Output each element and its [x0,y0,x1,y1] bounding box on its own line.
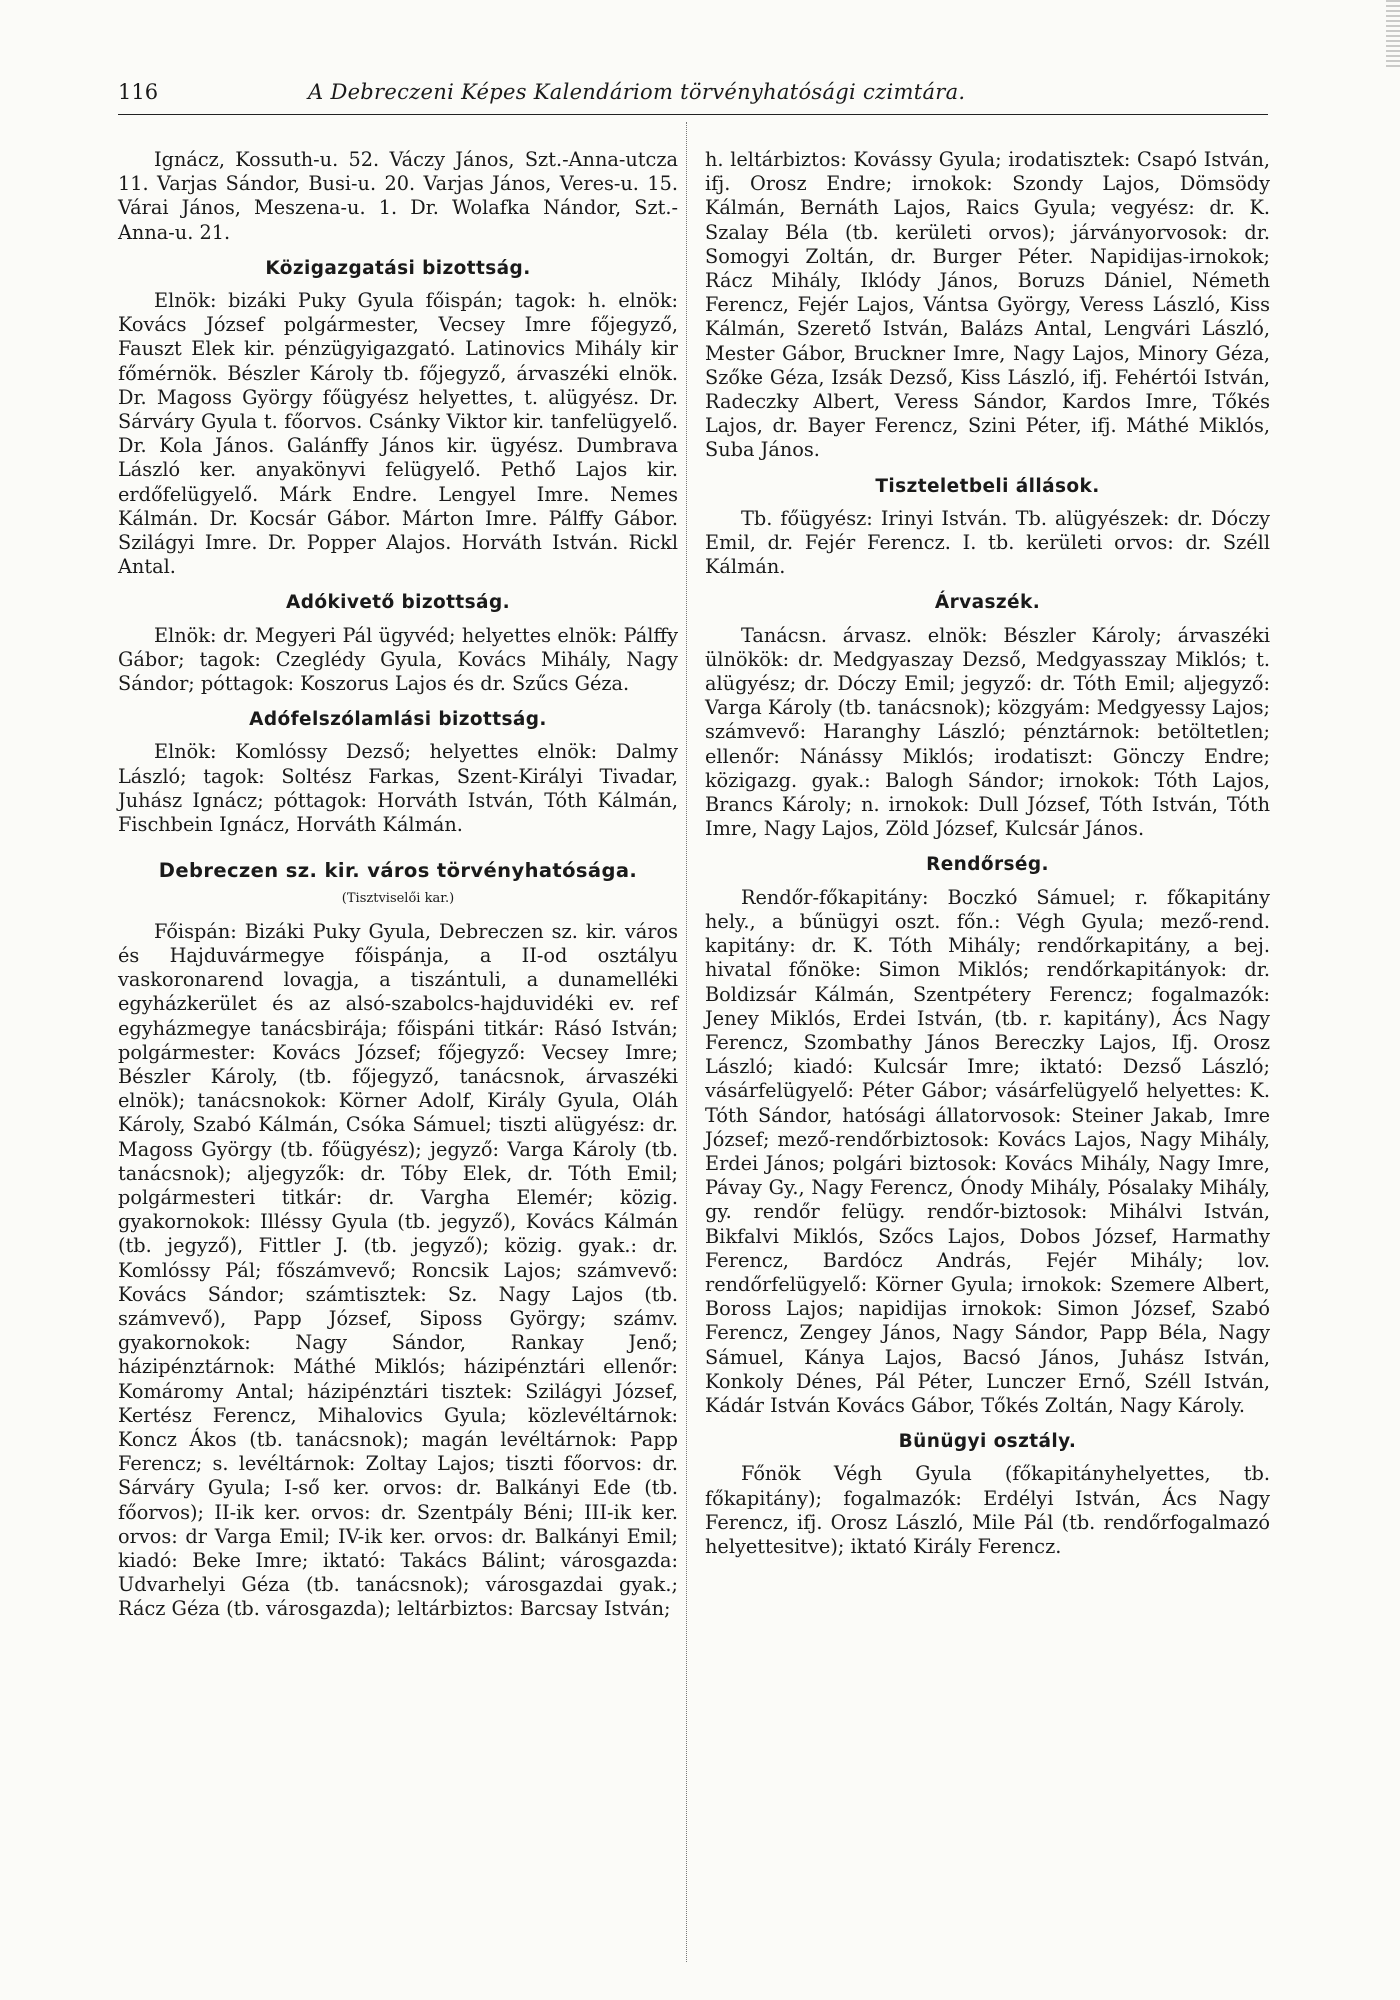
section-title-rendorseg: Rendőrség. [926,854,1049,876]
section-text-bunugyi: Főnök Végh Gyula (főkapitányhelyettes, tb. főkapitány); fogalmazók: Erdélyi István, Ács Nagy Ferencz, ifj. Orosz László, Mile Pál (tb. rendőrfogalmazó helyettesitve); iktató Király Ferencz. [705,1462,1270,1558]
section-title-kozigazgatasi: Közigazgatási bizottság. [265,257,531,279]
section-title-adokiveto: Adókivető bizottság. [285,592,511,614]
section-title-bunugyi: Bünügyi osztály. [898,1431,1077,1453]
section-text-tiszteletbeli: Tb. főügyész: Irinyi István. Tb. alügyészek: dr. Dóczy Emil, dr. Fejér Ferencz. I. tb. kerületi orvos: dr. Széll Kálmán. [705,506,1270,579]
page-edge-marks [1386,0,1400,70]
running-title: A Debreczeni Képes Kalendáriom törvényhatósági czimtára. [308,80,966,104]
page-number: 116 [118,80,159,104]
right-intro-paragraph: h. leltárbiztos: Kovássy Gyula; irodatisztek: Csapó István, ifj. Orosz Endre; irnokok: Szondy Lajos, Dömsödy Kálmán, Bernáth Lajos, Raics Gyula; vegyész: dr. K. Szalay Béla (tb. kerületi orvos); járványorvosok: dr. Somogyi Zoltán, dr. Burger Péter. Napidijas-irnokok; Rácz Mihály, Iklódy János, Boruzs Dániel, Németh Ferencz, Fejér Lajos, Vántsa György, Veress László, Kiss Kálmán, Szerető István, Balázs Antal, Lengvári László, Mester Gábor, Bruckner Imre, Nagy Lajos, Minory Géza, Szőke Géza, Izsák Dezső, Kiss László, ifj. Fehértói István, Radeczky Albert, Veress Sándor, Kardos Imre, Tőkés Lajos, dr. Bayer Ferencz, Szini Péter, ifj. Máthé Miklós, Suba János. [705,148,1270,462]
section-text-arvaszek: Tanácsn. árvasz. elnök: Bészler Károly; árvaszéki ülnökök: dr. Medgyaszay Dezső, Medgyasszay Miklós; t. alügyész; dr. Dóczy Emil; jegyző: dr. Tóth Emil; aljegyző: Varga Károly (tb. tanácsnok); közgyám: Medgyessy Lajos; számvevő: Haranghy László; pénztárnok: betöltetlen; ellenőr: Nánássy Miklós; irodatiszt: Gönczy Endre; közigazg. gyak.: Balogh Sándor; irnokok: Tóth Lajos, Brancs Károly; n. irnokok: Dull József, Tóth István, Tóth Imre, Nagy Lajos, Zöld József, Kulcsár János. [705,623,1270,841]
section-subtitle-tisztviseloi-kar: (Tisztviselői kar.) [341,891,455,907]
left-intro-paragraph: Ignácz, Kossuth-u. 52. Váczy János, Szt.-Anna-utcza 11. Varjas Sándor, Busi-u. 20. Varjas János, Veres-u. 15. Várai János, Meszena-u. 1. Dr. Wolafka Nándor, Szt.-Anna-u. 21. [118,148,678,244]
section-text-rendorseg: Rendőr-főkapitány: Boczkó Sámuel; r. főkapitány hely., a bűnügyi oszt. főn.: Végh Gyula; mező-rend. kapitány: dr. K. Tóth Mihály; rendőrkapitány, a bej. hivatal főnöke: Simon Miklós; rendőrkapitányok: dr. Boldizsár Kálmán, Szentpétery Ferencz; fogalmazók: Jeney Miklós, Erdei István, (tb. r. kapitány), Ács Nagy Ferencz, Szombathy János Bereczky Lajos, Ifj. Orosz László; kiadó: Kulcsár Imre; iktató: Dezső László; vásárfelügyelő: Péter Gábor; vásárfelügyelő helyettes: K. Tóth Sándor, hatósági állatorvosok: Steiner Jakab, Imre József; mező-rendőrbiztosok: Kovács Lajos, Nagy Mihály, Erdei János; polgári biztosok: Kovács Mihály, Nagy Imre, Pávay Gy., Nagy Ferencz, Ónody Mihály, Pósalaky Mihály, gy. rendőr felügy. rendőr-biztosok: Mihálvi István, Bikfalvi Miklós, Szőcs Lajos, Dobos József, Harmathy Ferencz, Bardócz András, Fejér Mihály; lov. rendőrfelügyelő: Körner Gyula; irnokok: Szemere Albert, Boross Lajos; napidijas irnokok: Simon József, Szabó Ferencz, Zengey János, Nagy Sándor, Papp Béla, Nagy Sámuel, Kánya Lajos, Bacsó János, Juhász István, Konkoly Dénes, Pál Péter, Lunczer Ernő, Széll István, Kádár István Kovács Gábor, Tőkés Zoltán, Nagy Károly. [705,885,1270,1417]
section-title-adofelszolamlasi: Adófelszólamlási bizottság. [249,709,547,731]
section-title-tiszteletbeli: Tiszteletbeli állások. [875,475,1100,497]
section-title-arvaszek: Árvaszék. [934,592,1041,614]
column-divider [686,122,687,1962]
right-column [705,148,1270,1559]
left-column [118,148,678,1622]
section-text-torvenyhatosag: Főispán: Bizáki Puky Gyula, Debreczen sz. kir. város és Hajduvármegye főispánja, a II-od osztályu vaskoronarend lovagja, a tiszántuli, a dunamelléki egyházkerület és az alsó-szabolcs-hajduvidéki ev. ref egyházmegye tanácsbirája; főispáni titkár: Rásó István; polgármester: Kovács József; főjegyző: Vecsey Imre; Bészler Károly, (tb. főjegyző, tanácsnok, árvaszéki elnök); tanácsnokok: Körner Adolf, Király Gyula, Oláh Károly, Szabó Kálmán, Csóka Sámuel; tiszti alügyész: dr. Magoss György (tb. főügyész); jegyző: Varga Károly (tb. tanácsnok); aljegyzők: dr. Tóby Elek, dr. Tóth Emil; polgármesteri titkár: dr. Vargha Elemér; közig. gyakornokok: Illéssy Gyula (tb. jegyző), Kovács Kálmán (tb. jegyző), Fittler J. (tb. jegyző); közig. gyak.: dr. Komlóssy Pál; főszámvevő; Roncsik Lajos; számvevő: Kovács Sándor; számtisztek: Sz. Nagy Lajos (tb. számvevő), Papp József, Siposs György; számv. gyakornokok: Nagy Sándor, Rankay Jenő; házipénztárnok: Máthé Miklós; házipénztári ellenőr: Komáromy Antal; házipénztári tisztek: Szilágyi József, Kertész Ferencz, Mihalovics Gyula; közlevéltárnok: Koncz Ákos (tb. tanácsnok); magán levéltárnok: Papp Ferencz; s. levéltárnok: Zoltay Lajos; tiszti főorvos: dr. Sárváry Gyula; I-ső ker. orvos: dr. Balkányi Ede (tb. főorvos); II-ik ker. orvos: dr. Szentpály Béni; III-ik ker. orvos: dr Varga Emil; IV-ik ker. orvos: dr. Balkányi Emil; kiadó: Beke Imre; iktató: Takács Bálint; városgazda: Udvarhelyi Géza (tb. tanácsnok); városgazdai gyak.; Rácz Géza (tb. városgazda); leltárbiztos: Barcsay István; [118,919,678,1621]
section-title-torvenyhatosag: Debreczen sz. kir. város törvényhatósága. [158,859,638,883]
section-text-adofelszolamlasi: Elnök: Komlóssy Dezső; helyettes elnök: Dalmy László; tagok: Soltész Farkas, Szent-Királyi Tivadar, Juhász Ignácz; póttagok: Horváth István, Tóth Kálmán, Fischbein Ignácz, Horváth Kálmán. [118,740,678,837]
section-text-kozigazgatasi: Elnök: bizáki Puky Gyula főispán; tagok: h. elnök: Kovács József polgármester, Vecsey Imre főjegyző, Fauszt Elek kir. pénzügyigazgató. Latinovics Mihály kir főmérnök. Bészler Károly tb. főjegyző, árvaszéki elnök. Dr. Magoss György főügyész helyettes, t. alügyész. Dr. Sárváry Gyula t. főorvos. Csánky Viktor kir. tanfelügyelő. Dr. Kola János. Galánffy János kir. ügyész. Dumbrava László ker. anyakönyvi felügyelő. Pethő Lajos kir. erdőfelügyelő. Márk Endre. Lengyel Imre. Nemes Kálmán. Dr. Kocsár Gábor. Márton Imre. Pálffy Gábor. Szilágyi Imre. Dr. Popper Alajos. Horváth István. Rickl Antal. [118,289,678,579]
section-text-adokiveto: Elnök: dr. Megyeri Pál ügyvéd; helyettes elnök: Pálffy Gábor; tagok: Czeglédy Gyula, Kovács Mihály, Nagy Sándor; póttagok: Koszorus Lajos és dr. Szűcs Géza. [118,623,678,696]
page-header [118,78,1268,115]
